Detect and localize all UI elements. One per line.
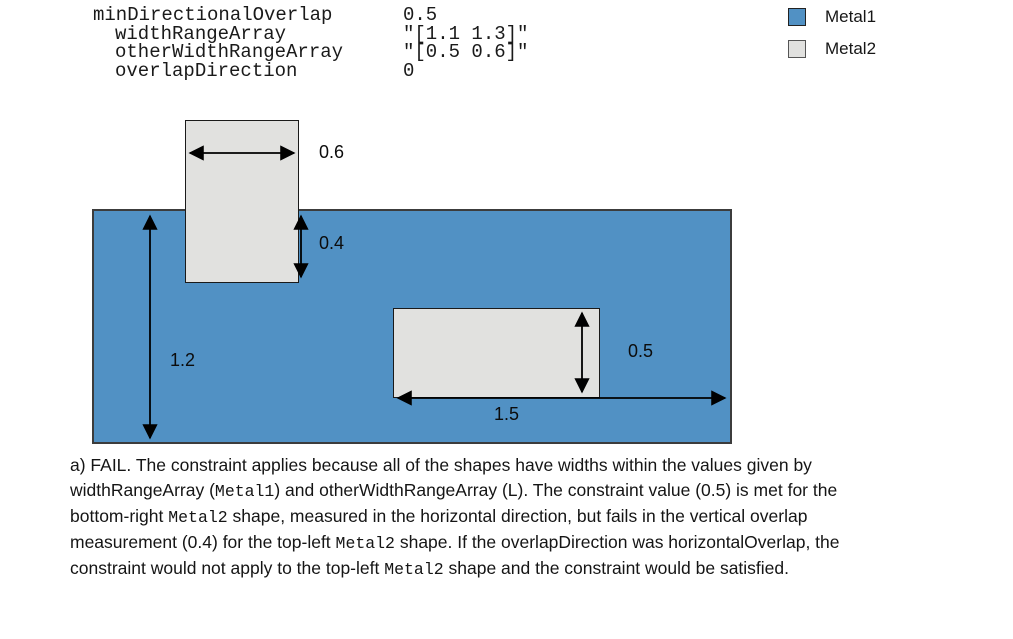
param-value: 0.5 [403,4,438,26]
param-value: "[0.5 0.6]" [403,41,529,63]
dim-label-top-width: 0.6 [319,142,345,162]
param-name: otherWidthRangeArray [115,41,344,63]
legend-label: Metal2 [825,39,877,58]
param-block [93,6,528,80]
metal2-swatch [788,40,806,58]
param-row [93,43,528,62]
dim-label-vertical-overlap: 0.4 [319,233,345,253]
caption-text: shape. If the overlapDirection was horizontalOverlap, the constraint would not apply to the top-left [70,532,840,578]
param-name: minDirectionalOverlap [93,4,333,26]
param-value: "[1.1 1.3]" [403,22,529,45]
metal2-rect-bottom-right [393,308,600,398]
caption-code-term: Metal1 [214,482,275,501]
dim-label-horizontal-span: 1.5 [494,404,520,424]
caption-text: ) and otherWidthRangeArray (L). The constraint value (0.5) is met for the bottom-right [70,480,838,526]
legend-item-metal2 [788,40,876,58]
dim-label-bottom-height: 0.5 [628,341,654,361]
caption-code-term: Metal2 [384,560,444,579]
caption-text: shape, measured in the horizontal direction, but fails in the vertical overlap measurement (0.4) for the top-left [70,506,808,552]
legend [788,8,876,72]
dim-label-metal1-height: 1.2 [170,350,196,370]
caption-text: a) FAIL. The constraint applies because all of the shapes have widths within the values given by widthRangeArray ( [70,455,812,500]
caption [70,453,892,582]
legend-label: Metal1 [825,7,877,26]
param-name: overlapDirection [115,59,298,82]
caption-code-term: Metal2 [335,534,395,553]
caption-code-term: Metal2 [168,508,228,527]
param-value: 0 [403,59,415,82]
caption-text: shape and the constraint would be satisfied. [443,558,790,578]
param-row [93,59,528,82]
metal2-rect-top-left [185,120,299,283]
legend-item-metal1 [788,8,876,26]
param-name: widthRangeArray [115,22,287,45]
metal1-swatch [788,8,806,26]
